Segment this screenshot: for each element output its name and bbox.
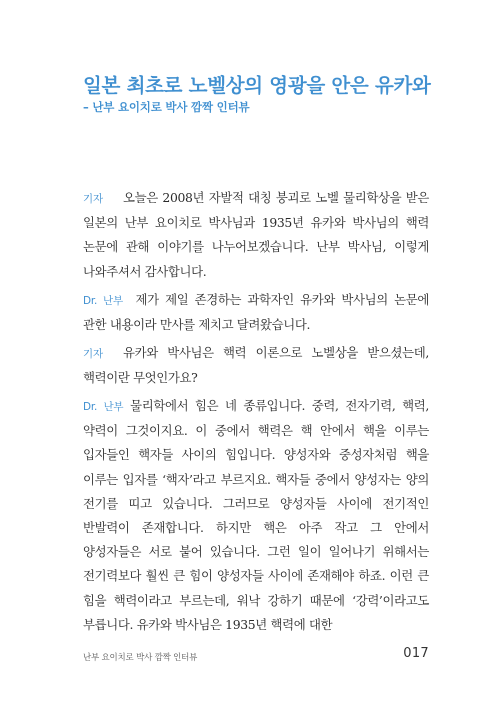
dialogue-text: 오늘은 2008년 자발적 대칭 붕괴로 노벨 물리학상을 받은 일본의 난부 요이치로 박사님과 1935년 유카와 박사님의 핵력 논문에 관해 이야기를 나누어보겠습니다. 난부 박사님, 이렇게 나와주셔서 감사합니다. (83, 190, 429, 279)
dialogue-text: 제가 제일 존경하는 과학자인 유카와 박사님의 논문에 관한 내용이라 만사를 제치고 달려왔습니다. (83, 291, 429, 332)
running-footer-title: 난부 요이치로 박사 깜짝 인터뷰 (83, 653, 198, 663)
speaker-label: Dr. 난부 (83, 401, 124, 414)
speaker-label: 기자 (83, 347, 103, 360)
dialogue-paragraph (83, 186, 429, 284)
chapter-title: 일본 최초로 노벨상의 영광을 안은 유카와 (83, 74, 431, 97)
dialogue-paragraph (83, 394, 429, 637)
speaker-label: 기자 (83, 193, 103, 205)
page-number: 017 (403, 646, 429, 661)
dialogue-text: 물리학에서 힘은 네 종류입니다. 중력, 전자기력, 핵력, 약력이 그것이지요. 이 중에서 핵력은 핵 안에서 핵을 이루는 입자들인 핵자들 사이의 힘입니다. 양성자와 중성자처럼 핵을 이루는 입자를 ‘핵자’라고 부르지요. 핵자들 중에서 양성자는 양의 전기를 띠고 있습니다. 그러므로 양성자들 사이에 전기적인 반발력이 존재합니다. 하지만 핵은 아주 작고 그 안에서 양성자들은 서로 붙어 있습니다. 그런 일이 일어나기 위해서는 전기력보다 훨씬 큰 힘이 양성자들 사이에 존재해야 하죠. 이런 큰 힘을 핵력이라고 부르는데, 워낙 강하기 때문에 ‘강력’이라고도 부릅니다. 유카와 박사님은 1935년 핵력에 대한 (83, 398, 430, 632)
interview-body (83, 186, 429, 641)
chapter-subtitle: – 난부 요이치로 박사 깜짝 인터뷰 (83, 100, 250, 114)
dialogue-text: 유카와 박사님은 핵력 이론으로 노벨상을 받으셨는데, 핵력이란 무엇인가요? (83, 344, 429, 386)
dialogue-paragraph (83, 288, 429, 337)
dialogue-paragraph (83, 341, 429, 390)
speaker-label: Dr. 난부 (83, 294, 123, 307)
